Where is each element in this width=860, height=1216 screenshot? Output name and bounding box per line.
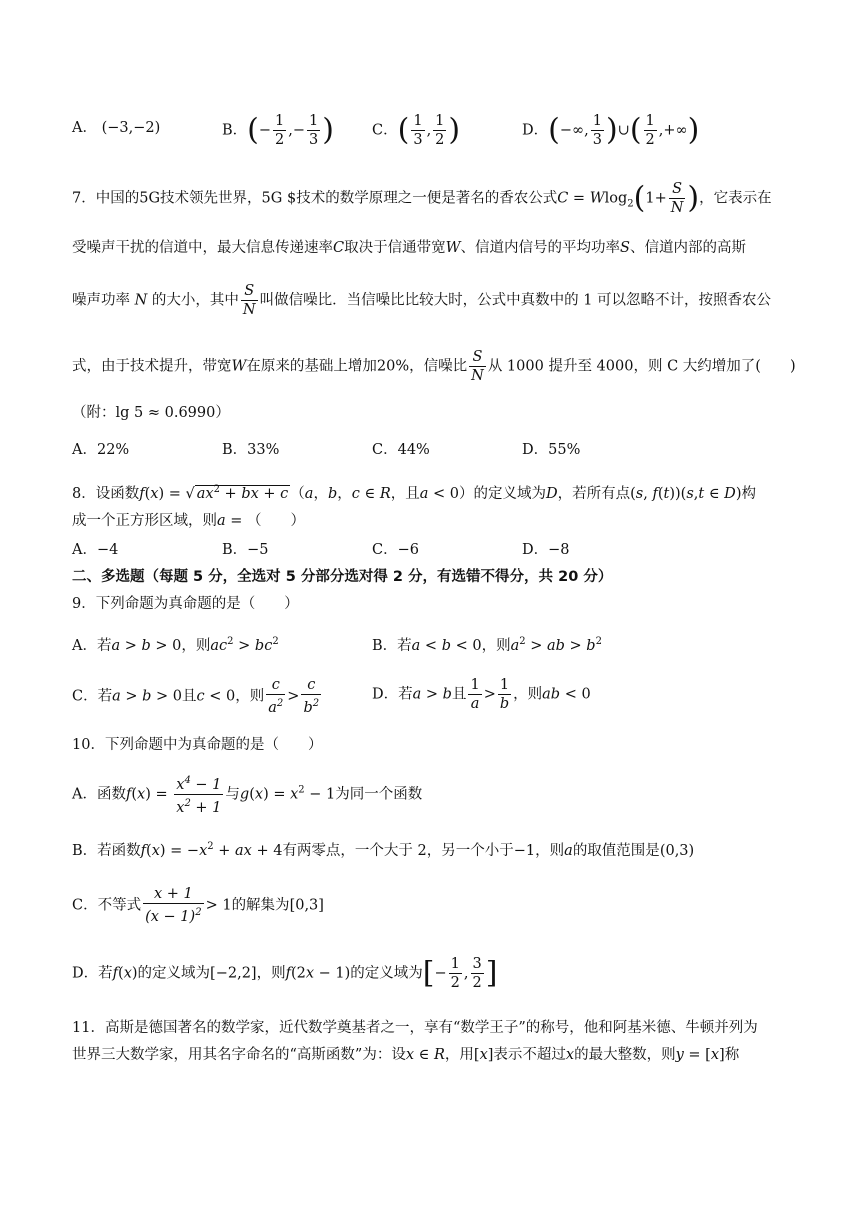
q9-option-b: B．若a < b < 0，则$a^2$ > ab > $b^2$ (372, 636, 602, 654)
q8-line2: 成一个正方形区域，则a = （ ） (72, 513, 306, 529)
q7-option-c: C．44% (372, 442, 430, 458)
q7-line3: 噪声功率 N 的大小，其中 $\frac{S}{N}$ 叫做信噪比．当信噪比比较大时，公式中真数中的 1 可以忽略不计，按照香农公 (72, 283, 772, 318)
q7-option-b: B．33% (222, 442, 280, 458)
q6-option-d: D．(−∞, $\frac{1}{3}$ )∪( $\frac{1}{2}$ ,+∞) (522, 112, 700, 148)
q11-line2: 世界三大数学家，用其名字命名的“高斯函数”为：设x ∈ R，用[x]表示不超过x的最大整数，则y = [x]称 (72, 1047, 740, 1063)
q9-option-d: D．若a > b且 $\frac{1}{a}$ > $\frac{1}{b}$ ，则ab < 0 (372, 677, 591, 712)
q7-option-a: A．22% (72, 442, 130, 458)
q8-option-a: A．−4 (72, 542, 119, 558)
q9-option-a: A．若a > b > 0，则$ac^2 > bc^2$ (72, 636, 279, 654)
q7-line2: 受噪声干扰的信道中，最大信息传递速率C取决于信通带宽W、信道内信号的平均功率S、信道内部的高斯 (72, 240, 746, 256)
q7-line4: 式，由于技术提升，带宽W在原来的基础上增加20%，信噪比 $\frac{S}{N}$ 从 1000 提升至 4000，则 C 大约增加了( ) (72, 349, 796, 384)
q9-stem: 9．下列命题为真命题的是（ ） (72, 596, 299, 612)
q7-option-d: D．55% (522, 442, 581, 458)
q7-line1: 7．中国的5G技术领先世界，5G $技术的数学原理之一便是著名的香农公式C = Wlog$_2$(1+ $\frac{S}{N}$ )，它表示在 (72, 180, 772, 216)
q10-option-d: D．若f(x)的定义域为[−2,2]，则f(2x − 1)的定义域为[− $\frac{1}{2}$ , $\frac{3}{2}$ ] (72, 955, 498, 991)
q8-option-b: B．−5 (222, 542, 269, 558)
q8-line1: 8．设函数f(x) = √ $ax^2$ + bx + c （a，b，c ∈ R，且a < 0）的定义域为D，若所有点(s, f(t))(s,t ∈ D)构 (72, 484, 756, 502)
q11-line1: 11．高斯是德国著名的数学家，近代数学奠基者之一，享有“数学王子”的称号，他和阿基米德、牛顿并列为 (72, 1020, 758, 1036)
q6-option-a: A． (−3,−2) (72, 120, 161, 136)
q7-note: （附：lg 5 ≈ 0.6990） (72, 405, 230, 421)
q6-option-b: B．(− $\frac{1}{2}$ ,− $\frac{1}{3}$ ) (222, 112, 334, 148)
q8-option-c: C．−6 (372, 542, 419, 558)
q10-option-a: A．函数f(x) = $\frac{x^4 - 1}{x^2 + 1}$ 与$g(x) = x^2 - 1$为同一个函数 (72, 772, 422, 817)
q10-option-c: C．不等式 $\frac{x + 1}{(x - 1)^2}$ > 1的解集为[0,3] (72, 886, 324, 925)
q9-option-c: C．若a > b > 0且c < 0，则 $\frac{c}{a^2}$ > $\frac{c}{b^2}$ (72, 677, 320, 716)
section-heading-multiple-choice: 二、多选题（每题 5 分，全选对 5 分部分选对得 2 分，有选错不得分，共 20 分） (72, 569, 613, 585)
q10-stem: 10．下列命题中为真命题的是（ ） (72, 737, 323, 753)
q6-options (72, 118, 160, 138)
q8-option-d: D．−8 (522, 542, 570, 558)
q6-option-c: C．( $\frac{1}{3}$ , $\frac{1}{2}$ ) (372, 112, 461, 148)
q10-option-b: B．若函数$f(x) = -x^2$ + ax + 4有两零点，一个大于 2，另一个小于−1，则a的取值范围是(0,3) (72, 841, 695, 859)
